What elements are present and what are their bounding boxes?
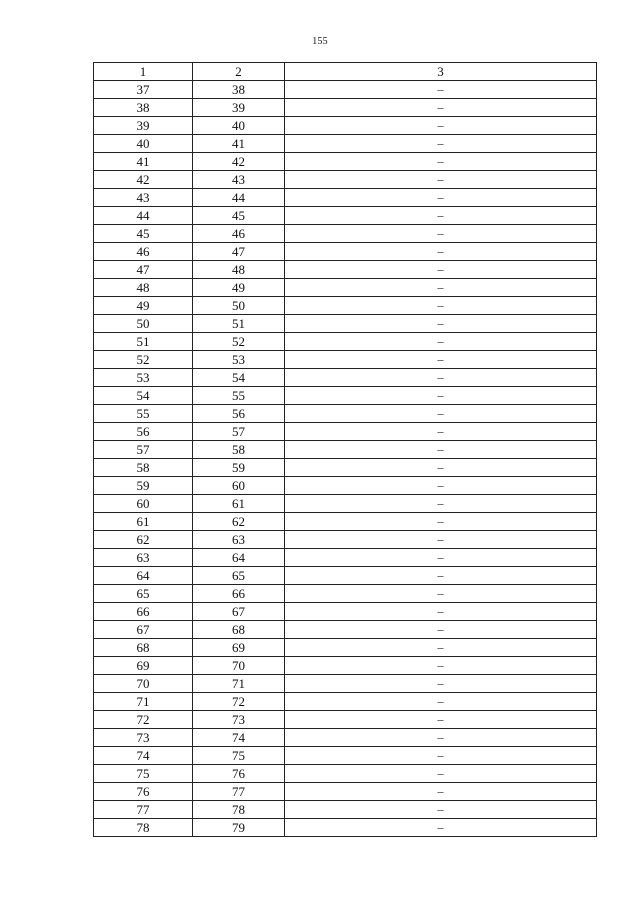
table-cell-col-3: – [285, 477, 597, 495]
table-row [94, 117, 597, 135]
table-cell-col-3: – [285, 99, 597, 117]
table-cell-col-3: – [285, 639, 597, 657]
table-cell-col-2: 69 [193, 639, 285, 657]
table-cell-col-3: – [285, 801, 597, 819]
table-row [94, 675, 597, 693]
table-row [94, 531, 597, 549]
table-row [94, 459, 597, 477]
table-row [94, 315, 597, 333]
table-cell-col-3: – [285, 261, 597, 279]
table-cell-col-3: – [285, 135, 597, 153]
table-cell-col-3: – [285, 441, 597, 459]
table-cell-col-3: – [285, 495, 597, 513]
table-cell-col-3: – [285, 333, 597, 351]
table-row [94, 765, 597, 783]
table-cell-col-2: 51 [193, 315, 285, 333]
table-cell-col-3: – [285, 369, 597, 387]
table-cell-col-1: 45 [94, 225, 193, 243]
data-table [93, 62, 597, 837]
table-row [94, 423, 597, 441]
table-cell-col-1: 43 [94, 189, 193, 207]
table-cell-col-2: 79 [193, 819, 285, 837]
table-cell-col-1: 42 [94, 171, 193, 189]
table-cell-col-2: 70 [193, 657, 285, 675]
table-row [94, 603, 597, 621]
table-cell-col-2: 76 [193, 765, 285, 783]
table-cell-col-2: 55 [193, 387, 285, 405]
table-cell-col-2: 64 [193, 549, 285, 567]
table-cell-col-2: 59 [193, 459, 285, 477]
table-cell-col-3: – [285, 207, 597, 225]
table-row [94, 189, 597, 207]
table-cell-col-2: 47 [193, 243, 285, 261]
table-cell-col-2: 72 [193, 693, 285, 711]
table-row [94, 729, 597, 747]
table-cell-col-3: – [285, 459, 597, 477]
table-row [94, 657, 597, 675]
table-cell-col-1: 48 [94, 279, 193, 297]
table-cell-col-2: 54 [193, 369, 285, 387]
table-cell-col-1: 46 [94, 243, 193, 261]
table-cell-col-2: 39 [193, 99, 285, 117]
table-cell-col-3: – [285, 315, 597, 333]
table-cell-col-3: – [285, 675, 597, 693]
table-row [94, 585, 597, 603]
column-header-2: 2 [193, 63, 285, 81]
table-cell-col-1: 78 [94, 819, 193, 837]
table-cell-col-2: 56 [193, 405, 285, 423]
table-cell-col-1: 67 [94, 621, 193, 639]
table-cell-col-1: 71 [94, 693, 193, 711]
table-cell-col-3: – [285, 585, 597, 603]
table-cell-col-3: – [285, 765, 597, 783]
table-cell-col-1: 49 [94, 297, 193, 315]
table-cell-col-1: 74 [94, 747, 193, 765]
table-cell-col-3: – [285, 819, 597, 837]
table-cell-col-1: 75 [94, 765, 193, 783]
table-cell-col-2: 73 [193, 711, 285, 729]
table-cell-col-1: 50 [94, 315, 193, 333]
table-row [94, 495, 597, 513]
table-row [94, 387, 597, 405]
table-cell-col-1: 39 [94, 117, 193, 135]
table-row [94, 513, 597, 531]
table-row [94, 243, 597, 261]
table-cell-col-2: 50 [193, 297, 285, 315]
table-cell-col-1: 53 [94, 369, 193, 387]
table-cell-col-3: – [285, 567, 597, 585]
table-row [94, 711, 597, 729]
table-cell-col-2: 44 [193, 189, 285, 207]
table-cell-col-2: 49 [193, 279, 285, 297]
table-cell-col-1: 64 [94, 567, 193, 585]
table-cell-col-2: 46 [193, 225, 285, 243]
table-cell-col-2: 62 [193, 513, 285, 531]
table-row [94, 351, 597, 369]
table-cell-col-3: – [285, 279, 597, 297]
table-cell-col-2: 67 [193, 603, 285, 621]
table-cell-col-3: – [285, 351, 597, 369]
table-header-row [94, 63, 597, 81]
table-row [94, 333, 597, 351]
table-cell-col-2: 45 [193, 207, 285, 225]
table-row [94, 279, 597, 297]
table-cell-col-2: 63 [193, 531, 285, 549]
table-cell-col-3: – [285, 531, 597, 549]
table-cell-col-1: 54 [94, 387, 193, 405]
table-cell-col-2: 40 [193, 117, 285, 135]
table-cell-col-2: 58 [193, 441, 285, 459]
table-row [94, 549, 597, 567]
table-cell-col-3: – [285, 171, 597, 189]
table-row [94, 297, 597, 315]
table-cell-col-3: – [285, 513, 597, 531]
table-cell-col-2: 74 [193, 729, 285, 747]
table-cell-col-2: 61 [193, 495, 285, 513]
table-cell-col-3: – [285, 387, 597, 405]
table-cell-col-2: 41 [193, 135, 285, 153]
table-cell-col-1: 41 [94, 153, 193, 171]
table-row [94, 153, 597, 171]
table-row [94, 783, 597, 801]
column-header-1: 1 [94, 63, 193, 81]
table-row [94, 819, 597, 837]
table-row [94, 135, 597, 153]
table-cell-col-1: 52 [94, 351, 193, 369]
table-cell-col-1: 37 [94, 81, 193, 99]
table-cell-col-2: 57 [193, 423, 285, 441]
table-cell-col-1: 72 [94, 711, 193, 729]
table-cell-col-2: 43 [193, 171, 285, 189]
table-cell-col-3: – [285, 423, 597, 441]
table-cell-col-2: 52 [193, 333, 285, 351]
table-cell-col-1: 63 [94, 549, 193, 567]
table-cell-col-3: – [285, 243, 597, 261]
table-cell-col-1: 59 [94, 477, 193, 495]
table-cell-col-2: 60 [193, 477, 285, 495]
table-cell-col-2: 78 [193, 801, 285, 819]
table-body [94, 81, 597, 837]
table-cell-col-1: 55 [94, 405, 193, 423]
table-cell-col-2: 42 [193, 153, 285, 171]
table-cell-col-3: – [285, 117, 597, 135]
page-number: 155 [312, 36, 328, 47]
table-cell-col-2: 68 [193, 621, 285, 639]
table-cell-col-3: – [285, 225, 597, 243]
table-cell-col-3: – [285, 81, 597, 99]
table-cell-col-1: 76 [94, 783, 193, 801]
table-cell-col-1: 68 [94, 639, 193, 657]
table-cell-col-1: 69 [94, 657, 193, 675]
table-cell-col-2: 53 [193, 351, 285, 369]
table-cell-col-3: – [285, 657, 597, 675]
table-row [94, 99, 597, 117]
table-cell-col-3: – [285, 783, 597, 801]
table-cell-col-1: 66 [94, 603, 193, 621]
table-row [94, 171, 597, 189]
table-row [94, 693, 597, 711]
table-cell-col-1: 62 [94, 531, 193, 549]
table-row [94, 801, 597, 819]
table-cell-col-3: – [285, 189, 597, 207]
table-cell-col-3: – [285, 153, 597, 171]
table-cell-col-3: – [285, 549, 597, 567]
table-cell-col-3: – [285, 603, 597, 621]
table-cell-col-2: 71 [193, 675, 285, 693]
table-cell-col-1: 58 [94, 459, 193, 477]
table-cell-col-1: 40 [94, 135, 193, 153]
table-row [94, 477, 597, 495]
table-cell-col-3: – [285, 297, 597, 315]
table-cell-col-3: – [285, 711, 597, 729]
table-cell-col-2: 66 [193, 585, 285, 603]
table-cell-col-1: 47 [94, 261, 193, 279]
table-cell-col-1: 70 [94, 675, 193, 693]
table-cell-col-1: 65 [94, 585, 193, 603]
table-cell-col-1: 38 [94, 99, 193, 117]
table-row [94, 441, 597, 459]
table-row [94, 639, 597, 657]
table-cell-col-3: – [285, 693, 597, 711]
table-cell-col-3: – [285, 621, 597, 639]
table-row [94, 747, 597, 765]
table-row [94, 621, 597, 639]
table-cell-col-2: 48 [193, 261, 285, 279]
table-cell-col-2: 38 [193, 81, 285, 99]
table-cell-col-1: 77 [94, 801, 193, 819]
table-row [94, 567, 597, 585]
table-row [94, 261, 597, 279]
table-cell-col-2: 65 [193, 567, 285, 585]
table-cell-col-1: 51 [94, 333, 193, 351]
table-cell-col-1: 60 [94, 495, 193, 513]
table-row [94, 405, 597, 423]
table-cell-col-2: 75 [193, 747, 285, 765]
table-cell-col-3: – [285, 405, 597, 423]
table-row [94, 225, 597, 243]
table-cell-col-1: 56 [94, 423, 193, 441]
table-row [94, 207, 597, 225]
table-cell-col-1: 61 [94, 513, 193, 531]
column-header-3: 3 [285, 63, 597, 81]
table-cell-col-3: – [285, 729, 597, 747]
table-cell-col-1: 44 [94, 207, 193, 225]
table-cell-col-2: 77 [193, 783, 285, 801]
table-row [94, 369, 597, 387]
table-cell-col-3: – [285, 747, 597, 765]
table-cell-col-1: 73 [94, 729, 193, 747]
table-cell-col-1: 57 [94, 441, 193, 459]
table-row [94, 81, 597, 99]
